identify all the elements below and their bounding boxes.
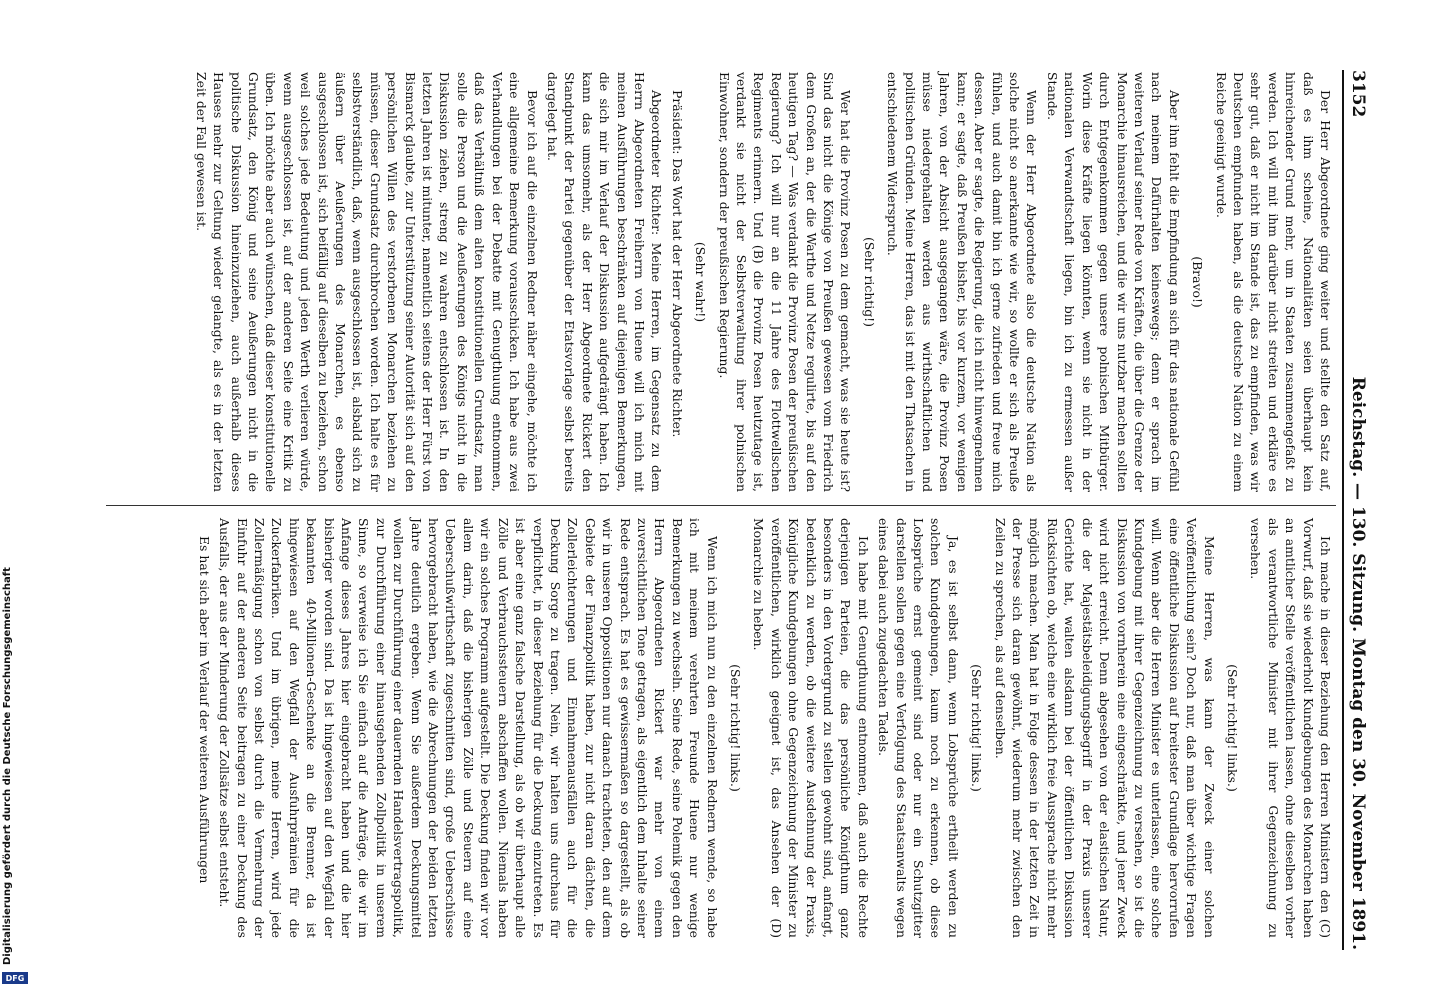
- page-header: [1346, 70, 1370, 950]
- paragraph: Bevor ich auf die einzelnen Redner näher eingehe, möchte ich eine allgemeine Bemerkung vorausschicken. Ich habe aus zwei Verhandlungen bei der Debatte mit Genugthuung entnommen, daß das Verhältniß dem alten konstitutionellen Grundsatz, man solle die Person und die Aeußerungen des Königs nicht in die Diskussion ziehen, streng zu wahren entschlossen ist. In den letzten Jahren ist mitunter, namentlich seitens der Herr Fürst von Bismarck glaubte, zur Unterstützung seiner Autorität sich auf den persönlichen Willen des verstorbenen Monarchen beziehen zu müssen, dieser Grundsatz durchbrochen worden. Ich halte es für selbstverständlich, daß, wenn ausgeschlossen ist, alsbald sich zu äußern über Aeußerungen des Monarchen, es ebenso ausgeschlossen ist, sich beifällig auf dieselben zu beziehen, schon weil solches jede Bedeutung und jeden Werth verlieren würde, wenn ausgeschlossen ist, auf der anderen Seite eine Kritik zu üben. Ich möchte aber auch wünschen, daß dieser konstitutionelle Grundsatz, den König und seine Aeußerungen nicht in die politische Diskussion hineinzuziehen, auch außerhalb dieses Hauses mehr zur Geltung wieder gelangte, als es in der letzten Zeit der Fall gewesen ist.: [193, 72, 540, 492]
- paragraph: Ich habe mit Genugthuung entnommen, daß auch die Rechte derjenigen Parteien, die das persönliche Königthum ganz besonders in den Vordergrund zu stellen gewohnt sind, anfangt, bedenklich zu werden, ob die weitere Ausdehnung der Praxis, Königliche Kundgebungen ohne Gegenzeichnung der Minister zu veröffentlichen, wirklich geeignet ist, das Ansehen der (D) Monarchie zu heben.: [751, 518, 871, 938]
- interjection: (Sehr richtig! links.): [969, 664, 985, 792]
- paragraph: Ich mache in dieser Beziehung den Herren Ministern den (C) Vorwurf, daß sie wiederholt Kundgebungen des Monarchen haben an amtlicher Stelle veröffentlichen lassen, ohne dieselben vorher als verantwortliche Minister mit ihrer Gegenzeichnung zu versehen.: [1248, 518, 1333, 938]
- paragraph: Ja, es ist selbst dann, wenn Lobsprüche ertheilt werden zu solchen Kundgebungen, kaum noch zu erkennen, ob diese Lobsprüche ernst gemeint sind oder nur ein Schutzgitter darstellen sollen gegen eine Verfolgung des Staatsanwalts wegen eines dabei auch zugedachten Tadels.: [876, 518, 961, 938]
- left-column: [189, 72, 1334, 492]
- speaker-paragraph: Präsident: Das Wort hat der Herr Abgeordnete Richter.: [669, 90, 685, 438]
- paragraph: Wenn der Herr Abgeordnete also die deutsche Nation als solche nicht so anerkannte wie wir, so wollte er sich als Preuße fühlen, und auch damit bin ich gerne zufrieden und freue mich dessen. Aber er sagte, die Regierung, die ich nicht hinwegnehmen kann; er sagte, daß Preußen bisher, bis vor kurzem, vor wenigen Jahren, von der Absicht ausgegangen wäre, die Provinz Posen müsse niedergehalten werden aus wirthschaftlichen und politischen Gründen. Meine Herren, das ist mit den Thatsachen in entschiedenem Widerspruch.: [885, 72, 1040, 492]
- page-title: Reichstag. — 130. Sitzung. Montag den 30. November 1891.: [1348, 376, 1368, 950]
- paragraph: Aber ihm fehlt die Empfindung an sich für das nationale Gefühl nach meinem Dafürhalten keineswegs; denn er sprach im weiteren Verlauf seiner Rede von Kräften, die über die Grenze der Monarchie hinausreichen, und die wir uns nutzbar machen sollten durch Entgegenkommen gegen unsere polnischen Mitbürger. Worin diese Kräfte liegen könnten, wenn sie nicht in der nationalen Verwandtschaft liegen, bin ich zu ermessen außer Stande.: [1044, 72, 1182, 492]
- paragraph: Meine Herren, was kann der Zweck einer solchen Veröffentlichung sein? Doch nur, daß man über wichtige Fragen eine öffentliche Diskussion auf breitester Grundlage hervorrufen will. Wenn aber die Herren Minister es unterlassen, eine solche Kundgebung mit ihrer Gegenzeichnung zu versehen, so ist die Diskussion von vornherein eine eingeschränkte, und jener Zweck wird nicht erreicht. Denn abgesehen von der elastischen Natur, die der Majestätsbeleidigungsbegriff in der Praxis unserer Gerichte hat, walten alsdann bei der öffentlichen Diskussion Rücksichten ob, welche eine wirklich freie Aussprache nicht mehr möglich machen. Man hat in Folge dessen in der letzten Zeit in der Presse sich daran gewöhnt, wiederum mehr zwischen den Zeilen zu sprechen, als auf denselben.: [992, 518, 1217, 938]
- interjection: (Sehr wahr!): [693, 241, 709, 323]
- interjection: (Sehr richtig! links.): [728, 664, 743, 792]
- interjection: (Sehr richtig!): [861, 237, 877, 327]
- paragraph: Der Herr Abgeordnete ging weiter und stellte den Satz auf, daß es ihm scheine, Nationalitäten seien überhaupt kein hinreichender Grund mehr, um in Staaten zusammengefaßt zu werden. Ich will mit ihm darüber nicht streiten und erkläre es sehr gut, daß er nicht im Stande ist, das zu empfinden, was wir Deutschen empfunden haben, als die deutsche Nation zu einem Reiche geeinigt wurde.: [1213, 72, 1333, 492]
- right-column: [192, 518, 1334, 938]
- interjection: (Bravo!): [1190, 256, 1206, 308]
- credit-line: Digitalisierung gefördert durch die Deutsche Forschungsgemeinschaft: [2, 567, 13, 965]
- paragraph: Wenn ich mich nun zu den einzelnen Rednern wende, so habe ich mit meinem verehrten Freunde Huene nur wenige Bemerkungen zu wechseln. Seine Rede, seine Polemik gegen den Herrn Abgeordneten Rickert war mehr von einem zuversichtlichen Tone getragen, als eigentlich dem Inhalte seiner Rede entsprach. Es hat es gewissermaßen so dargestellt, als ob wir in unseren Oppositionen nur danach trachteten, den auf dem Gebiete der Finanzpolitik haben, zur nicht daran dächten, die Zollerleichterungen und Einnahmenausfällen auch für die Deckung Sorge zu tragen. Nein, wir halten uns durchaus für verpflichtet, in dieser Beziehung für die Deckung einzutreten. Es ist aber eine ganz falsche Darstellung, als ob wir überhaupt alle Zölle und Verbrauchssteuern abschaffen wollen. Niemals haben wir ein solches Programm aufgestellt. Die Deckung finden wir vor allem darin, daß die bisherigen Zölle und Steuern auf eine Ueberschußwirthschaft zugeschnitten sind, große Ueberschüsse hervorgebracht haben, wie die Abrechnungen der beiden letzten Jahre deutlich ergeben. Wenn Sie außerdem Deckungsmittel wollen zur Durchführung einer dauernden Handelsvertragspolitik, zur Durchführung einer hinausgehenden Zollpolitik in unserem Sinne, so verweise ich Sie einfach auf die Anträge, die wir im Anfange dieses Jahres hier eingebracht haben und die hier bisheriger worden sind. Da ist hingewiesen auf den Wegfall der bekannten 40-Millionen-Geschenke an die Brenner, da ist hingewiesen auf den Wegfall der Ausfuhrprämien für die Zuckerfabriken. Und im übrigen, meine Herren, wird jede Zollermäßigung schon von selbst durch die Vermehrung der Einfuhr auf der anderen Seite beitragen zu einer Deckung des Ausfalls, der aus der Minderung der Zollsätze selbst entsteht.: [217, 518, 720, 938]
- header-rule: [1342, 70, 1344, 950]
- paragraph: Abgeordneter Richter: Meine Herren, im Gegensatz zu dem Herrn Abgeordneten Freiherrn von Huene will ich mich mit meinen Ausführungen beschränken auf diejenigen Bemerkungen, die sich mir im Verlauf der Diskussion aufgedrängt haben. Ich kann das umsomehr, als der Herr Abgeordnete Rickert den Standpunkt der Partei gegenüber der Etatsvorlage selbst bereits dargelegt hat.: [544, 72, 665, 492]
- column-divider: [106, 505, 1336, 506]
- page-number: 3152: [1348, 70, 1368, 118]
- dfg-logo: DFG: [2, 972, 28, 984]
- paragraph: Wer hat die Provinz Posen zu dem gemacht, was sie heute ist? Sind das nicht die Könige von Preußen gewesen vom Friedrich dem Großen an, der die Warthe und Netze regulirte, bis auf den heutigen Tag? — Was verdankt die Provinz Posen der preußischen Regierung? Ich will nur an die 11 Jahre des Flottwellschen Regiments erinnern. Und (B) die Provinz Posen heutzutage ist, verdankt sie nicht der Selbstverwaltung ihrer polnischen Einwohner, sondern der preußischen Regierung.: [716, 72, 854, 492]
- interjection: (Sehr richtig! links.): [1224, 664, 1240, 792]
- paragraph: Es hat sich aber im Verlauf der weiteren Ausführungen: [196, 536, 212, 884]
